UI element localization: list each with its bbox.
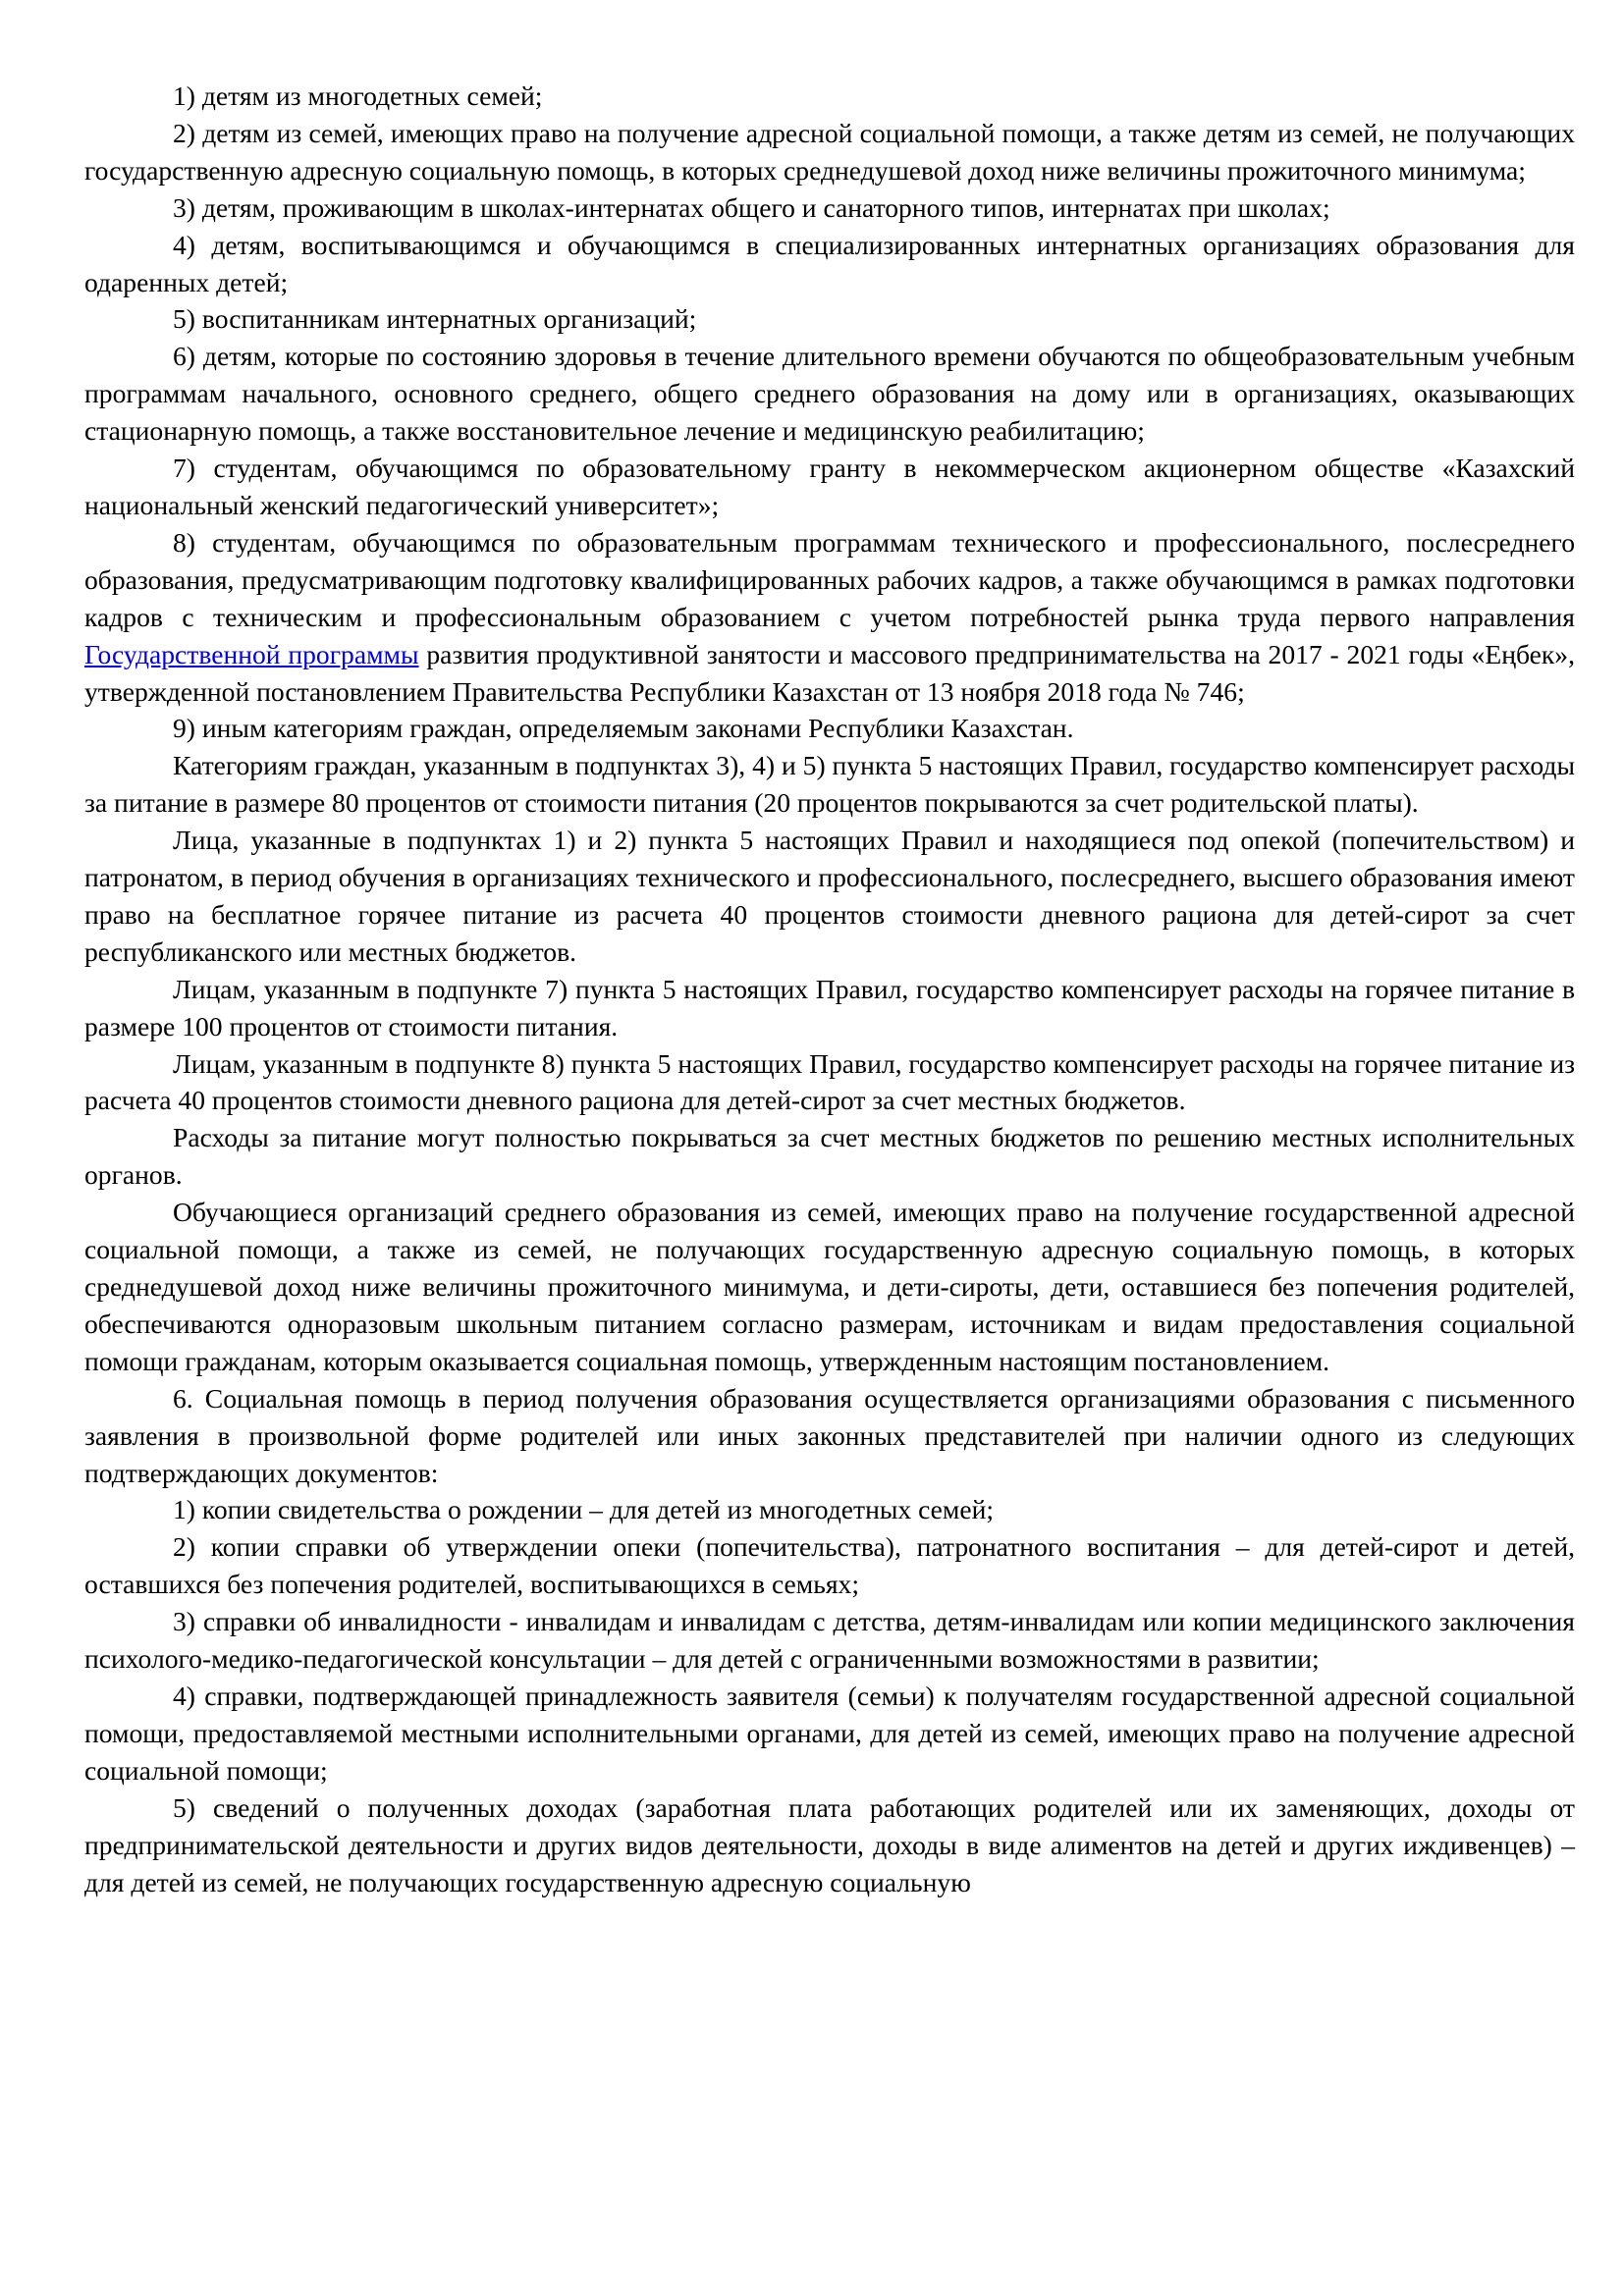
list-item-boarding-schools: 3) детям, проживающим в школах-интернатах общего и санаторного типов, интернатах при школах; xyxy=(173,191,1330,223)
document-page xyxy=(84,78,1575,1900)
paragraph-compensation-100: Лицам, указанным в подпункте 7) пункта 5 настоящих Правил, государство компенсирует расходы на горячее питание в размере 100 процентов от стоимости питания. xyxy=(84,973,1575,1041)
paragraph-text: развития продуктивной занятости и массового предпринимательства на 2017 - 2021 годы «Еңбек», утвержденной постановлением Правительства Республики Казахстан от 13 ноября 2018 года № 746; xyxy=(84,638,1575,707)
list-item-income-information: 5) сведений о полученных доходах (заработная плата работающих родителей или их заменяющих, доходы от предпринимательской деятельности и других видов деятельности, доходы в виде алиментов на детей и других иждивенцев) – для детей из семей, не получающих государственную адресную социальную xyxy=(84,1791,1575,1897)
paragraph-guardianship-meals: Лица, указанные в подпунктах 1) и 2) пункта 5 настоящих Правил и находящиеся под опекой (попечительством) и патронатом, в период обучения в организациях технического и профессионального, послесреднего, высшего образования имеют право на бесплатное горячее питание из расчета 40 процентов стоимости дневного рациона для детей-сирот за счет республиканского или местных бюджетов. xyxy=(84,825,1575,967)
paragraph-school-meals: Обучающиеся организаций среднего образования из семей, имеющих право на получение государственной адресной социальной помощи, а также из семей, не получающих государственную адресную социальную помощь, в которых среднедушевой доход ниже величины прожиточного минимума, и дети-сироты, дети, оставшиеся без попечения родителей, обеспечиваются одноразовым школьным питанием согласно размерам, источникам и видам предоставления социальной помощи гражданам, которым оказывается социальная помощь, утвержденным настоящим постановлением. xyxy=(84,1197,1575,1376)
state-program-link[interactable]: Государственной программы xyxy=(84,638,419,669)
paragraph-compensation-80: Категориям граждан, указанным в подпунктах 3), 4) и 5) пункта 5 настоящих Правил, государство компенсирует расходы за питание в размере 80 процентов от стоимости питания (20 процентов покрываются за счет родительской платы). xyxy=(84,750,1575,819)
list-item-womens-university: 7) студентам, обучающимся по образовательному гранту в некоммерческом акционерном обществе «Казахский национальный женский педагогический университет»; xyxy=(84,453,1575,520)
paragraph-text: 8) студентам, обучающимся по образовательным программам технического и профессионального, послесреднего образования, предусматривающим подготовку квалифицированных рабочих кадров, а также обучающимся в рамках подготовки кадров с техническим и профессиональным образованием с учетом потребностей рынка труда первого направления xyxy=(84,526,1575,632)
list-item-vocational-students xyxy=(84,524,1575,711)
paragraph-compensation-40: Лицам, указанным в подпункте 8) пункта 5 настоящих Правил, государство компенсирует расходы на горячее питание из расчета 40 процентов стоимости дневного рациона для детей-сирот за счет местных бюджетов. xyxy=(84,1047,1575,1116)
list-item-social-assistance-certificate: 4) справки, подтверждающей принадлежность заявителя (семьи) к получателям государственной адресной социальной помощи, предоставляемой местными исполнительными органами, для детей из семей, имеющих право на получение адресной социальной помощи; xyxy=(84,1680,1575,1786)
list-item-social-assistance-families: 2) детям из семей, имеющих право на получение адресной социальной помощи, а также детям из семей, не получающих государственную адресную социальную помощь, в которых среднедушевой доход ниже величины прожиточного минимума; xyxy=(84,117,1575,186)
list-item-other-categories: 9) иным категориям граждан, определяемым законами Республики Казахстан. xyxy=(173,713,1074,744)
list-item-home-schooling: 6) детям, которые по состоянию здоровья в течение длительного времени обучаются по общеобразовательным учебным программам начального, основного среднего, общего среднего образования на дому или в организациях, оказывающих стационарную помощь, а также восстановительное лечение и медицинскую реабилитацию; xyxy=(84,341,1575,447)
paragraph-local-budgets: Расходы за питание могут полностью покрываться за счет местных бюджетов по решению местных исполнительных органов. xyxy=(84,1122,1575,1191)
paragraph-section-6: 6. Социальная помощь в период получения образования осуществляется организациями образования с письменного заявления в произвольной форме родителей или иных законных представителей при наличии одного из следующих подтверждающих документов: xyxy=(84,1382,1575,1488)
list-item-disability-certificate: 3) справки об инвалидности - инвалидам и инвалидам с детства, детям-инвалидам или копии медицинского заключения психолого-медико-педагогической консультации – для детей с ограниченными возможностями в развитии; xyxy=(84,1606,1575,1675)
list-item-birth-certificate: 1) копии свидетельства о рождении – для детей из многодетных семей; xyxy=(173,1494,995,1525)
list-item-boarding-pupils: 5) воспитанникам интернатных организаций; xyxy=(173,303,697,335)
list-item-guardianship-certificate: 2) копии справки об утверждении опеки (попечительства), патронатного воспитания – для детей-сирот и детей, оставшихся без попечения родителей, воспитывающихся в семьях; xyxy=(84,1531,1575,1600)
list-item-large-families: 1) детям из многодетных семей; xyxy=(173,80,543,111)
list-item-gifted-children: 4) детям, воспитывающимся и обучающимся в специализированных интернатных организациях образования для одаренных детей; xyxy=(84,229,1575,297)
